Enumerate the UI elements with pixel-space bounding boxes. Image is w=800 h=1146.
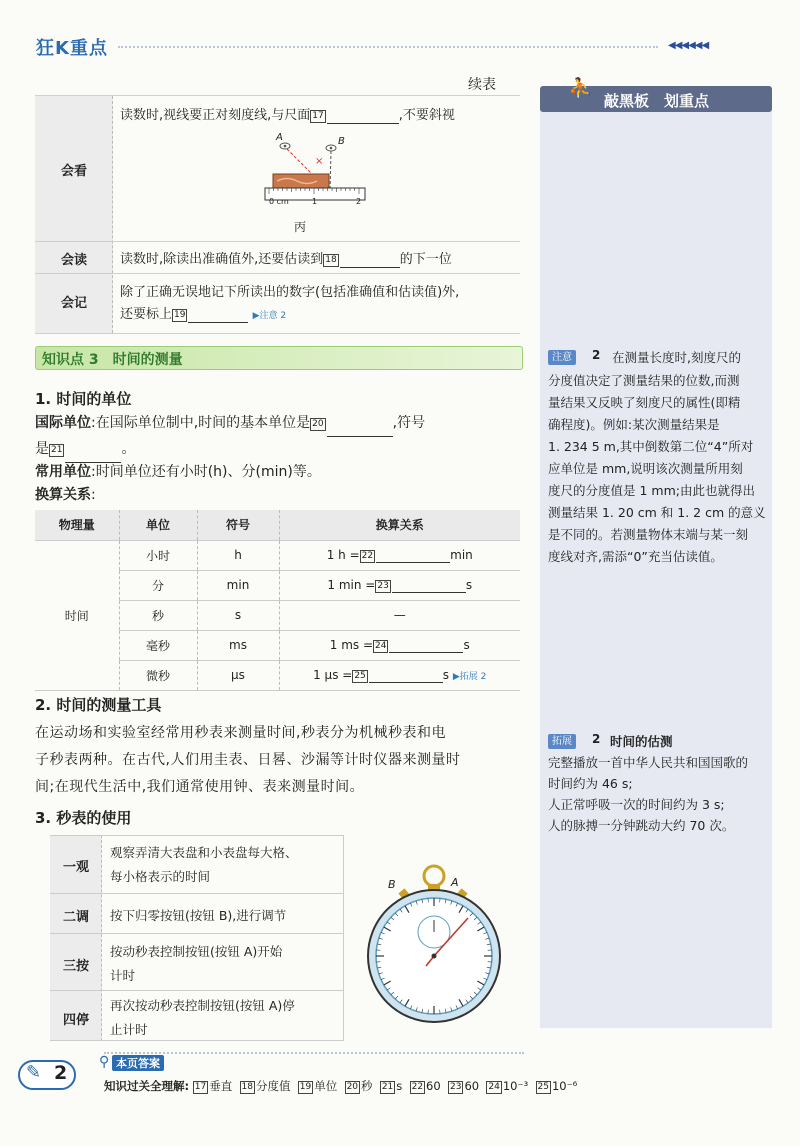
note2-line: 分度值决定了测量结果的位数,而测 [548,373,740,388]
answer-num: 18 [241,1082,253,1092]
conversion-cell [279,600,520,630]
note2-badge-text: 注意 [552,352,572,363]
note2-line: 量结果又反映了刻度尺的属性(即精 [548,395,741,410]
answer-item [345,1079,373,1093]
ext2-line: 时间约为 46 s; [548,776,633,791]
answers-title: 本页答案 [112,1055,164,1071]
step-text-3b: 计时 [110,968,136,983]
answer-blank-20[interactable] [327,410,393,437]
answer-value: 单位 [314,1079,338,1093]
conv-post: min [450,547,473,562]
note2-line: 1. 234 5 m,其中倒数第二位“4”所对 [548,439,754,454]
stopwatch-figure [360,860,510,1030]
sidebar-banner-text: 敲黑板 划重点 [604,92,710,110]
ext2-title: 时间的估测 [610,734,673,749]
conversion-cell [279,570,520,600]
header-logo: 狂K重点 [36,38,108,59]
answer-num: 20 [346,1082,359,1092]
intl-unit-label: 国际单位 [35,415,91,431]
row-divider [35,241,520,242]
note2-line: 是不同的。若测量物体末端与某一刻 [548,527,749,542]
answer-num: 19 [299,1082,312,1092]
kandu-text-before: 读数时,除读出准确值外,还要估读到 [120,252,324,267]
step-label-3: 三按 [62,959,89,974]
step-label-2: 二调 [62,910,89,925]
unit-cell: 微秒 [119,660,197,690]
answer-num: 23 [450,1082,462,1092]
step-text-1a: 观察弄清大表盘和小表盘每大格、 [110,845,298,860]
blank-number-18: 18 [325,255,337,265]
step-text-2a: 按下归零按钮(按钮 B),进行调节 [110,908,287,923]
intl-unit-line [35,410,525,437]
continued-label: 续表 [468,77,496,93]
header-quantity: 物理量 [35,510,119,540]
kankan-text-before: 读数时,视线要正对刻度线,与尺面 [120,108,311,123]
answer-value: 垂直 [209,1079,233,1093]
conversion-label: 换算关系 [35,487,91,503]
symbol-is: 是 [35,441,49,457]
header-conversion: 换算关系 [279,510,520,540]
svg-text:×: × [315,156,324,167]
symbol-cell: ms [197,630,279,660]
note2-line: 在测量长度时,刻度尺的 [612,350,741,365]
answers-line [104,1078,577,1094]
tools-paragraph-line2: 子秒表两种。在古代,人们用圭表、日晷、沙漏等计时仪器来测量时 [35,752,461,768]
blank-number-23: 23 [377,580,389,591]
note2-line: 度线对齐,需添“0”充当估读值。 [548,549,723,564]
conversion-cell [279,540,520,570]
conv-pre: 1 μs = [313,667,353,682]
tools-paragraph-line1: 在运动场和实验室经常用秒表来测量时间,秒表分为机械秒表和电 [35,725,446,741]
eye-b-icon [326,145,336,151]
row-text-kanji-line2 [120,303,286,323]
row-label-kanji: 会记 [60,296,87,311]
answer-blank-22[interactable] [376,548,450,563]
conv-pre: 1 h = [326,547,360,562]
answer-item [486,1079,528,1093]
conversion-table [35,510,520,691]
row-label-kandu: 会读 [60,253,87,268]
symbol-cell: min [197,570,279,600]
intl-unit-text: :在国际单位制中,时间的基本单位是 [91,415,311,431]
ext2-line: 人正常呼吸一次的时间约为 3 s; [548,797,725,812]
quantity-cell: 时间 [35,540,119,690]
note2-line: 测量结果 1. 20 cm 和 1. 2 cm 的意义 [548,505,766,520]
answer-value: 10⁻⁶ [551,1079,578,1093]
unit-cell: 毫秒 [119,630,197,660]
kanji-text-line2: 还要标上 [120,307,173,322]
conversion-cell [279,630,520,660]
step-label-4: 四停 [62,1013,89,1028]
note2-line: 应单位是 mm,说明该次测量所用刻 [548,461,743,476]
row-divider [35,273,520,274]
answer-item [193,1079,232,1093]
unit-cell: 秒 [119,600,197,630]
answer-item [380,1079,402,1093]
answer-blank-17[interactable] [327,108,399,124]
answer-blank-19[interactable] [188,307,248,323]
answer-item [240,1079,291,1093]
blank-number-21: 21 [51,445,63,455]
answers-label: 知识过关全理解: [104,1079,190,1093]
teacher-icon: ⛹ [568,76,593,100]
answer-num: 22 [411,1082,424,1092]
unit-cell: 小时 [119,540,197,570]
blank-number-19: 19 [174,310,186,320]
answer-value: 秒 [361,1079,373,1093]
ruler-tick-2: 2 [356,197,362,206]
note2-link[interactable]: ▶注意 2 [252,311,287,321]
step-divider [50,933,344,934]
answer-blank-25[interactable] [369,668,443,683]
answer-item [298,1079,337,1093]
steps-right-border [343,835,344,1041]
answer-blank-24[interactable] [389,638,463,653]
unit-cell: 分 [119,570,197,600]
answer-item [536,1079,578,1093]
conversion-line [35,482,96,508]
symbol-cell: s [197,600,279,630]
answer-item [410,1079,441,1093]
ext2-badge [548,734,576,749]
step-text-4b: 止计时 [110,1022,148,1037]
answer-num: 25 [537,1082,549,1092]
note2-badge [548,350,576,365]
conv-pre: 1 min = [327,577,376,592]
hand-pivot [432,954,437,959]
conversion-cell [279,660,520,690]
eye-a-icon [280,143,290,149]
header-arrows: ◀◀◀◀◀◀ [668,40,709,51]
answer-value: s [396,1079,403,1093]
sidebar-panel [540,108,772,1028]
step-divider [50,990,344,991]
figure-label-b: B [338,136,345,147]
answer-value: 10⁻³ [502,1079,529,1093]
answer-blank-18[interactable] [340,252,400,268]
watch-label-a: A [451,876,459,889]
heading-time-units: 1. 时间的单位 [35,390,132,408]
footer-dotted-line [104,1052,524,1054]
answer-num: 24 [488,1082,500,1092]
heading-time-tools: 2. 时间的测量工具 [35,696,162,714]
ext2-number: 2 [592,732,601,746]
ruler-tick-1: 1 [312,197,318,206]
conv-post: s [463,637,470,652]
row-text-kanji-line1: 除了正确无误地记下所读出的数字(包括准确值和估读值)外, [120,285,460,300]
table-bottom-border [35,333,520,334]
page-number: 2 [54,1062,68,1084]
answer-value: 60 [426,1079,441,1093]
wood-block [273,174,329,188]
ext2-line: 完整播放一首中华人民共和国国歌的 [548,755,749,770]
answer-item [448,1079,479,1093]
watch-label-b: B [388,878,396,891]
heading-stopwatch-use: 3. 秒表的使用 [35,809,132,827]
note2-line: 确程度)。例如:某次测量结果是 [548,417,720,432]
ext2-line: 人的脉搏一分钟跳动大约 70 次。 [548,818,735,833]
conv-dash: — [393,608,406,622]
ext2-link[interactable]: ▶拓展 2 [452,671,487,682]
step-text-1b: 每小格表示的时间 [110,869,211,884]
symbol-cell: μs [197,660,279,690]
note2-number: 2 [592,348,601,362]
row-text-kandu [120,248,452,268]
common-unit-text: :时间单位还有小时(h)、分(min)等。 [91,464,321,480]
blank-number-25: 25 [354,670,366,681]
conversion-colon: : [91,487,96,503]
steps-bottom-border [50,1040,344,1041]
header-symbol: 符号 [197,510,279,540]
stopwatch-ring-icon [424,866,444,886]
answer-num: 17 [194,1082,207,1092]
ruler-tick-0: 0 cm [269,197,289,206]
answer-blank-23[interactable] [392,578,466,593]
kandu-text-after: 的下一位 [399,252,452,267]
table-row [35,540,520,570]
step-divider [50,893,344,894]
blank-number-17: 17 [312,111,324,121]
conv-pre: 1 ms = [329,637,374,652]
figure-caption: 丙 [294,220,307,234]
pen-icon: ✎ [26,1062,42,1083]
step-label-1: 一观 [62,860,89,875]
symbol-text: ,符号 [392,415,426,431]
symbol-period: 。 [121,441,136,457]
symbol-cell: h [197,540,279,570]
conv-post: s [442,667,450,682]
row-label-kankan: 会看 [60,164,87,179]
blank-number-22: 22 [361,550,374,561]
answer-num: 21 [381,1082,394,1092]
kankan-text-after: ,不要斜视 [398,108,455,123]
figure-label-a: A [276,132,283,143]
header-unit: 单位 [119,510,197,540]
steps-top-border [50,835,344,836]
conv-post: s [465,577,473,592]
table-header-row [35,510,520,540]
row-text-kankan [120,104,455,124]
step-text-4a: 再次按动秒表控制按钮(按钮 A)停 [110,998,295,1013]
header-dotted-line [118,46,658,48]
answer-value: 60 [464,1079,480,1093]
blank-number-24: 24 [375,640,387,651]
tools-paragraph-line3: 间;在现代生活中,我们通常使用钟、表来测量时间。 [35,779,365,795]
answer-value: 分度值 [255,1079,291,1093]
note2-line: 度尺的分度值是 1 mm;由此也就得出 [548,483,755,498]
blank-number-20: 20 [312,419,324,429]
section-title: 知识点 3 时间的测量 [42,352,183,368]
answers-pin-icon: ⚲ [99,1054,110,1070]
common-unit-label: 常用单位 [35,464,91,480]
step-text-3a: 按动秒表控制按钮(按钮 A)开始 [110,944,283,959]
ext2-badge-text: 拓展 [552,736,572,747]
